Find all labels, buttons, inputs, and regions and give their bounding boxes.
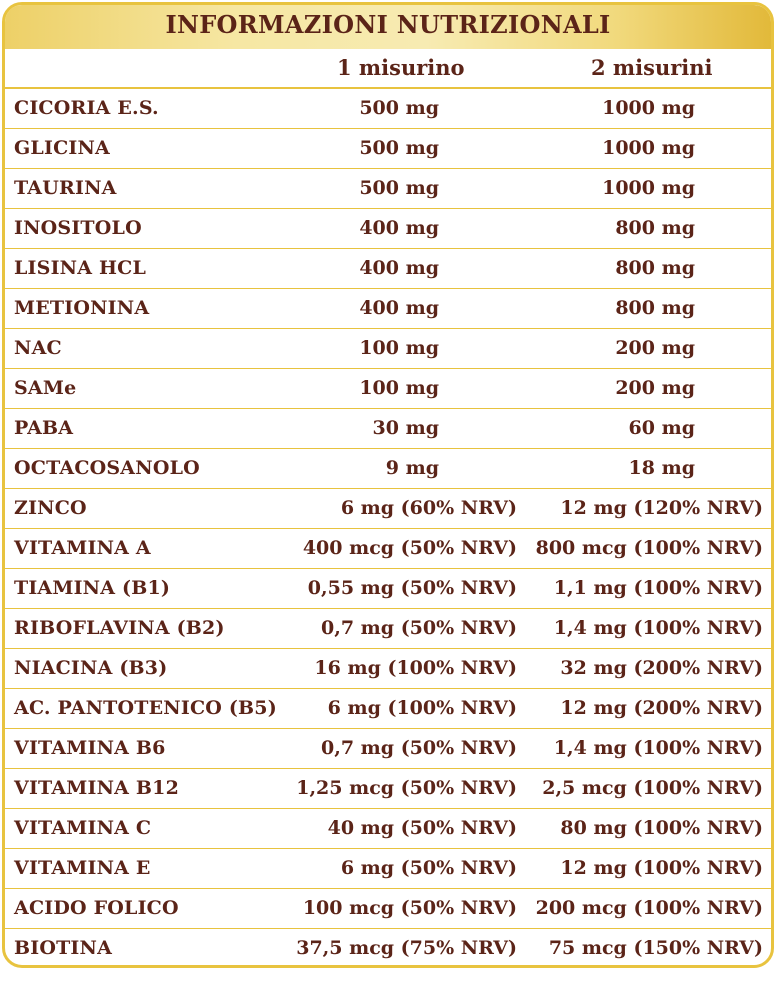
nutrient-name: ZINCO bbox=[14, 497, 87, 519]
nutrient-name: AC. PANTOTENICO (B5) bbox=[14, 697, 277, 719]
value-1-misurino: 400 mg bbox=[359, 297, 439, 319]
nutrient-name: CICORIA E.S. bbox=[14, 97, 159, 119]
table-row bbox=[5, 609, 771, 649]
value-1-misurino: 0,55 mg (50% NRV) bbox=[307, 577, 517, 599]
value-2-misurini: 1,1 mg (100% NRV) bbox=[553, 577, 763, 599]
value-2-misurini: 2,5 mcg (100% NRV) bbox=[542, 777, 763, 799]
nutrient-name: NAC bbox=[14, 337, 62, 359]
value-1-misurino: 37,5 mcg (75% NRV) bbox=[296, 937, 517, 959]
table-row bbox=[5, 529, 771, 569]
value-2-misurini: 18 mg bbox=[628, 457, 695, 479]
table-row bbox=[5, 409, 771, 449]
value-2-misurini: 1000 mg bbox=[602, 137, 695, 159]
nutrient-name: VITAMINA E bbox=[14, 857, 151, 879]
table-row bbox=[5, 769, 771, 809]
nutrient-name: INOSITOLO bbox=[14, 217, 142, 239]
value-2-misurini: 800 mg bbox=[615, 217, 695, 239]
value-1-misurino: 100 mg bbox=[359, 337, 439, 359]
value-2-misurini: 1000 mg bbox=[602, 177, 695, 199]
value-1-misurino: 100 mg bbox=[359, 377, 439, 399]
table-row bbox=[5, 289, 771, 329]
table-row bbox=[5, 169, 771, 209]
value-1-misurino: 500 mg bbox=[359, 177, 439, 199]
column-header-row bbox=[5, 49, 771, 89]
table-row bbox=[5, 249, 771, 289]
table-row bbox=[5, 89, 771, 129]
nutrient-name: ACIDO FOLICO bbox=[14, 897, 179, 919]
value-1-misurino: 500 mg bbox=[359, 97, 439, 119]
title-band bbox=[5, 5, 771, 49]
table-row bbox=[5, 329, 771, 369]
value-2-misurini: 12 mg (100% NRV) bbox=[560, 857, 763, 879]
nutrition-panel bbox=[2, 2, 774, 968]
value-1-misurino: 100 mcg (50% NRV) bbox=[302, 897, 517, 919]
value-1-misurino: 40 mg (50% NRV) bbox=[327, 817, 517, 839]
nutrient-name: NIACINA (B3) bbox=[14, 657, 168, 679]
nutrient-name: VITAMINA A bbox=[14, 537, 151, 559]
table-row bbox=[5, 849, 771, 889]
nutrient-name: OCTACOSANOLO bbox=[14, 457, 200, 479]
table-row bbox=[5, 569, 771, 609]
value-2-misurini: 200 mcg (100% NRV) bbox=[535, 897, 763, 919]
value-2-misurini: 800 mg bbox=[615, 297, 695, 319]
table-row bbox=[5, 449, 771, 489]
value-1-misurino: 6 mg (60% NRV) bbox=[340, 497, 517, 519]
column-header-2-misurini: 2 misurini bbox=[591, 55, 713, 80]
nutrient-name: PABA bbox=[14, 417, 74, 439]
table-row bbox=[5, 889, 771, 929]
value-2-misurini: 80 mg (100% NRV) bbox=[560, 817, 763, 839]
value-1-misurino: 0,7 mg (50% NRV) bbox=[321, 617, 517, 639]
table-row bbox=[5, 209, 771, 249]
table-row bbox=[5, 649, 771, 689]
nutrient-name: LISINA HCL bbox=[14, 257, 147, 279]
value-1-misurino: 0,7 mg (50% NRV) bbox=[321, 737, 517, 759]
nutrient-name: TIAMINA (B1) bbox=[14, 577, 171, 599]
value-1-misurino: 400 mg bbox=[359, 217, 439, 239]
table-row bbox=[5, 369, 771, 409]
value-1-misurino: 400 mg bbox=[359, 257, 439, 279]
nutrition-table-body bbox=[5, 89, 771, 968]
nutrient-name: BIOTINA bbox=[14, 937, 113, 959]
value-1-misurino: 500 mg bbox=[359, 137, 439, 159]
value-1-misurino: 6 mg (50% NRV) bbox=[340, 857, 517, 879]
value-2-misurini: 12 mg (200% NRV) bbox=[560, 697, 763, 719]
value-2-misurini: 800 mg bbox=[615, 257, 695, 279]
table-row bbox=[5, 929, 771, 968]
table-row bbox=[5, 689, 771, 729]
value-1-misurino: 6 mg (100% NRV) bbox=[327, 697, 517, 719]
nutrient-name: RIBOFLAVINA (B2) bbox=[14, 617, 225, 639]
value-2-misurini: 75 mcg (150% NRV) bbox=[548, 937, 763, 959]
value-1-misurino: 1,25 mcg (50% NRV) bbox=[296, 777, 517, 799]
column-header-1-misurino: 1 misurino bbox=[337, 55, 465, 80]
value-2-misurini: 32 mg (200% NRV) bbox=[560, 657, 763, 679]
nutrient-name: METIONINA bbox=[14, 297, 150, 319]
value-2-misurini: 1000 mg bbox=[602, 97, 695, 119]
value-2-misurini: 200 mg bbox=[615, 337, 695, 359]
value-2-misurini: 200 mg bbox=[615, 377, 695, 399]
nutrient-name: VITAMINA C bbox=[14, 817, 152, 839]
value-2-misurini: 800 mcg (100% NRV) bbox=[535, 537, 763, 559]
nutrient-name: GLICINA bbox=[14, 137, 110, 159]
nutrient-name: SAMe bbox=[14, 377, 77, 399]
value-1-misurino: 9 mg bbox=[385, 457, 439, 479]
value-1-misurino: 16 mg (100% NRV) bbox=[314, 657, 517, 679]
table-row bbox=[5, 489, 771, 529]
value-2-misurini: 1,4 mg (100% NRV) bbox=[553, 737, 763, 759]
table-row bbox=[5, 129, 771, 169]
value-2-misurini: 12 mg (120% NRV) bbox=[560, 497, 763, 519]
table-row bbox=[5, 809, 771, 849]
nutrient-name: VITAMINA B6 bbox=[14, 737, 166, 759]
nutrient-name: TAURINA bbox=[14, 177, 117, 199]
value-1-misurino: 30 mg bbox=[372, 417, 439, 439]
page-title: INFORMAZIONI NUTRIZIONALI bbox=[165, 10, 611, 39]
nutrient-name: VITAMINA B12 bbox=[14, 777, 180, 799]
value-2-misurini: 60 mg bbox=[628, 417, 695, 439]
table-row bbox=[5, 729, 771, 769]
value-2-misurini: 1,4 mg (100% NRV) bbox=[553, 617, 763, 639]
value-1-misurino: 400 mcg (50% NRV) bbox=[302, 537, 517, 559]
